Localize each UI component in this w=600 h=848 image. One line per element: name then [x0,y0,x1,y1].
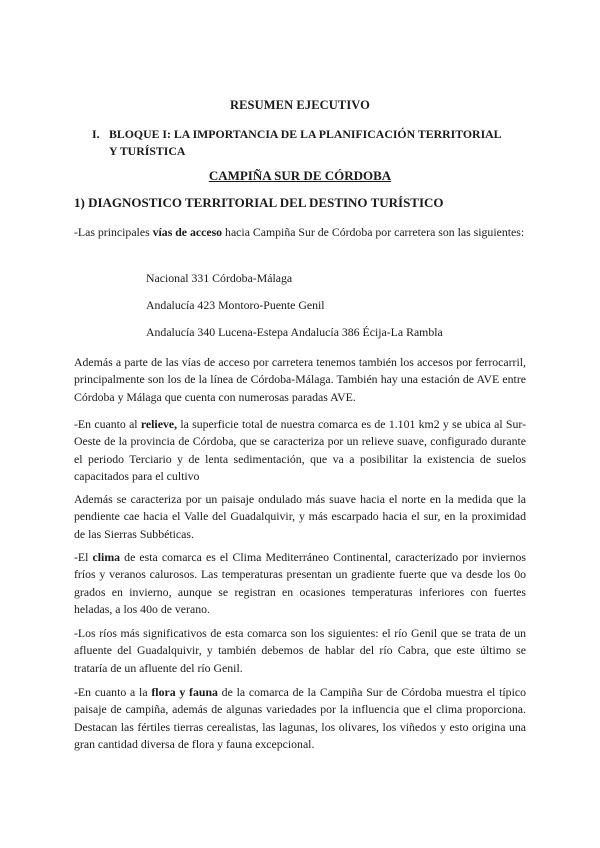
route-item: Andalucía 340 Lucena-Estepa Andalucía 386 Écija-La Rambla [146,325,443,339]
relief-suffix: la superficie total de nuestra comarca es de 1.101 km2 y se ubica al Sur-Oeste de la provincia de Córdoba, que se caracteriza por un relieve suave, configurado durante el periodo Terciario y de lenta sedimentación, que va a posibilitar la existencia de suelos capacitados para el cultivo [74,417,526,484]
flora-paragraph [74,684,526,754]
rivers-paragraph: -Los ríos más significativos de esta comarca son los siguientes: el río Genil que se trata de un afluente del Guadalquivir, y también debemos de hablar del río Cabra, que este último se trataría de un afluente del río Genil. [74,626,526,675]
rail-paragraph: Además a parte de las vías de acceso por carretera tenemos también los accesos por ferrocarril, principalmente son los de la línea de Córdoba-Málaga. También hay una estación de AVE entre Córdoba y Málaga que cuenta con numerosas paradas AVE. [74,355,526,404]
section-title: BLOQUE I: LA IMPORTANCIA DE LA PLANIFICACIÓN TERRITORIAL Y TURÍSTICA [109,127,501,158]
route-item: Nacional 331 Córdoba-Málaga [146,271,293,285]
document-title: RESUMEN EJECUTIVO [229,98,370,112]
climate-prefix: -El [74,550,93,564]
climate-bold: clima [92,550,121,564]
access-prefix: -Las principales [74,225,153,239]
access-bold: vías de acceso [152,225,223,239]
section-number: I. [92,127,100,141]
relief-paragraph [74,416,526,486]
flora-suffix: de la comarca de la Campiña Sur de Córdoba muestra el típico paisaje de campiña, además de algunas variedades por la influencia que el clima proporciona. Destacan las fértiles tierras cerealistas, las lagunas, los olivares, los viñedos y esto origina una gran cantidad diversa de flora y fauna excepcional. [74,685,526,752]
climate-suffix: de esta comarca es el Clima Mediterráneo Continental, caracterizado por inviernos fríos y veranos calurosos. Las temperaturas presentan un gradiente fuerte que va desde los 0o grados en invierno, aunque se registran en ocasiones temperaturas inferiores con fuertes heladas, a los 40o de verano. [74,550,526,617]
flora-prefix: -En cuanto a la [74,685,152,699]
subsection-title: 1) DIAGNOSTICO TERRITORIAL DEL DESTINO TURÍSTICO [74,195,444,210]
climate-paragraph [74,549,526,619]
landscape-paragraph: Además se caracteriza por un paisaje ondulado más suave hacia el norte en la medida que la pendiente cae hacia el Valle del Guadalquivir, y más escarpado hacia el sur, en la proximidad de las Sierras Subbéticas. [74,492,526,541]
region-title: CAMPIÑA SUR DE CÓRDOBA [208,168,392,183]
access-suffix: hacia Campiña Sur de Córdoba por carretera son las siguientes: [222,225,525,239]
relief-bold: relieve, [140,417,178,431]
flora-bold: flora y fauna [151,685,218,699]
relief-prefix: -En cuanto al [74,417,141,431]
route-item: Andalucía 423 Montoro-Puente Genil [146,298,325,312]
access-paragraph [74,224,526,241]
